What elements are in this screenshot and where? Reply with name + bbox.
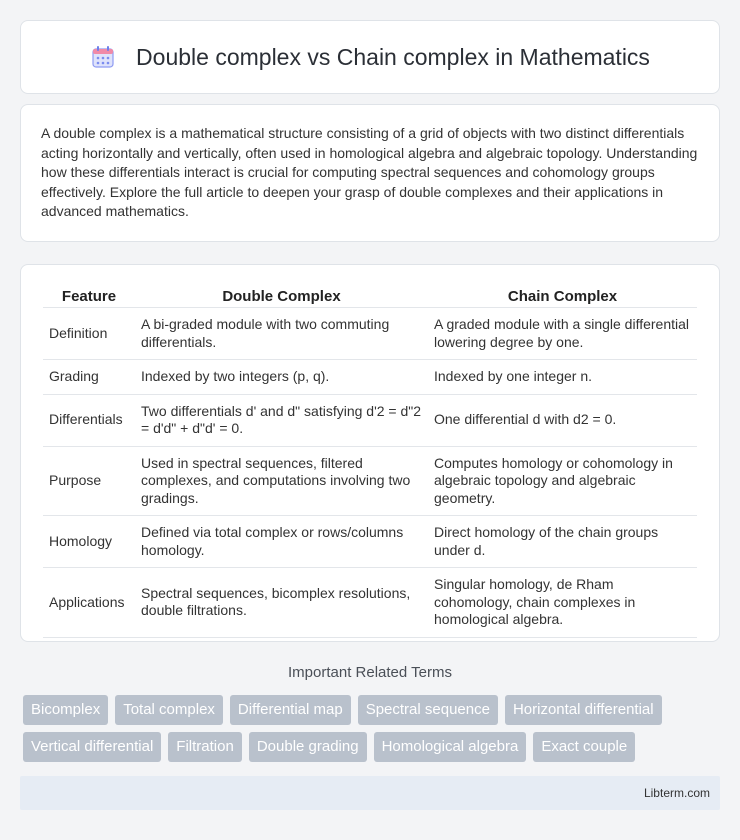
tag-vertical-differential[interactable]: Vertical differential — [23, 732, 161, 762]
header-double-complex: Double Complex — [135, 285, 428, 308]
related-terms-tags — [23, 695, 723, 762]
tag-bicomplex[interactable]: Bicomplex — [23, 695, 108, 725]
table-row — [43, 447, 697, 517]
tag-exact-couple[interactable]: Exact couple — [533, 732, 635, 762]
intro-text: A double complex is a mathematical structure consisting of a grid of objects with two distinct differentials acting horizontally and vertically, often used in homological algebra and algebraic topology. Understanding how these differentials interact is crucial for computing spectral sequences and cohomology groups effectively. Explore the full article to deepen your grasp of double complexes and their applications in advanced mathematics. — [41, 125, 698, 220]
tag-horizontal-differential[interactable]: Horizontal differential — [505, 695, 662, 725]
feature-cell: Differentials — [43, 395, 135, 447]
table-header-row — [43, 285, 697, 308]
tag-differential-map[interactable]: Differential map — [230, 695, 351, 725]
header-card — [20, 20, 720, 94]
header-chain-complex: Chain Complex — [428, 285, 697, 308]
footer-site-link[interactable]: Libterm.com — [643, 786, 710, 800]
table-row — [43, 395, 697, 447]
tag-homological-algebra[interactable]: Homological algebra — [374, 732, 527, 762]
table-row — [43, 568, 697, 638]
comparison-table — [43, 285, 697, 638]
tag-total-complex[interactable]: Total complex — [115, 695, 223, 725]
calendar-icon — [90, 44, 116, 70]
intro-card — [20, 104, 720, 242]
table-row — [43, 360, 697, 395]
tag-filtration[interactable]: Filtration — [168, 732, 242, 762]
page-title: Double complex vs Chain complex in Mathematics — [136, 43, 650, 70]
double-complex-cell: A bi-graded module with two commuting differentials. — [135, 308, 428, 360]
related-terms-title: Important Related Terms — [288, 664, 452, 681]
title-wrap — [90, 44, 650, 71]
double-complex-cell: Used in spectral sequences, filtered complexes, and computations involving two gradings. — [135, 447, 428, 517]
chain-complex-cell: One differential d with d2 = 0. — [428, 395, 697, 447]
table-row — [43, 308, 697, 360]
chain-complex-cell: Direct homology of the chain groups under d. — [428, 516, 697, 568]
feature-cell: Purpose — [43, 447, 135, 517]
chain-complex-cell: A graded module with a single differential lowering degree by one. — [428, 308, 697, 360]
feature-cell: Definition — [43, 308, 135, 360]
double-complex-cell: Indexed by two integers (p, q). — [135, 360, 428, 395]
feature-cell: Grading — [43, 360, 135, 395]
tag-spectral-sequence[interactable]: Spectral sequence — [358, 695, 498, 725]
feature-cell: Homology — [43, 516, 135, 568]
footer-bar — [20, 776, 720, 810]
tag-double-grading[interactable]: Double grading — [249, 732, 367, 762]
header-feature: Feature — [43, 285, 135, 308]
feature-cell: Applications — [43, 568, 135, 638]
comparison-table-card — [20, 264, 720, 642]
double-complex-cell: Two differentials d' and d" satisfying d'2 = d"2 = d'd" + d"d' = 0. — [135, 395, 428, 447]
double-complex-cell: Spectral sequences, bicomplex resolutions, double filtrations. — [135, 568, 428, 638]
chain-complex-cell: Computes homology or cohomology in algebraic topology and algebraic geometry. — [428, 447, 697, 517]
chain-complex-cell: Indexed by one integer n. — [428, 360, 697, 395]
chain-complex-cell: Singular homology, de Rham cohomology, chain complexes in homological algebra. — [428, 568, 697, 638]
double-complex-cell: Defined via total complex or rows/columns homology. — [135, 516, 428, 568]
table-row — [43, 516, 697, 568]
